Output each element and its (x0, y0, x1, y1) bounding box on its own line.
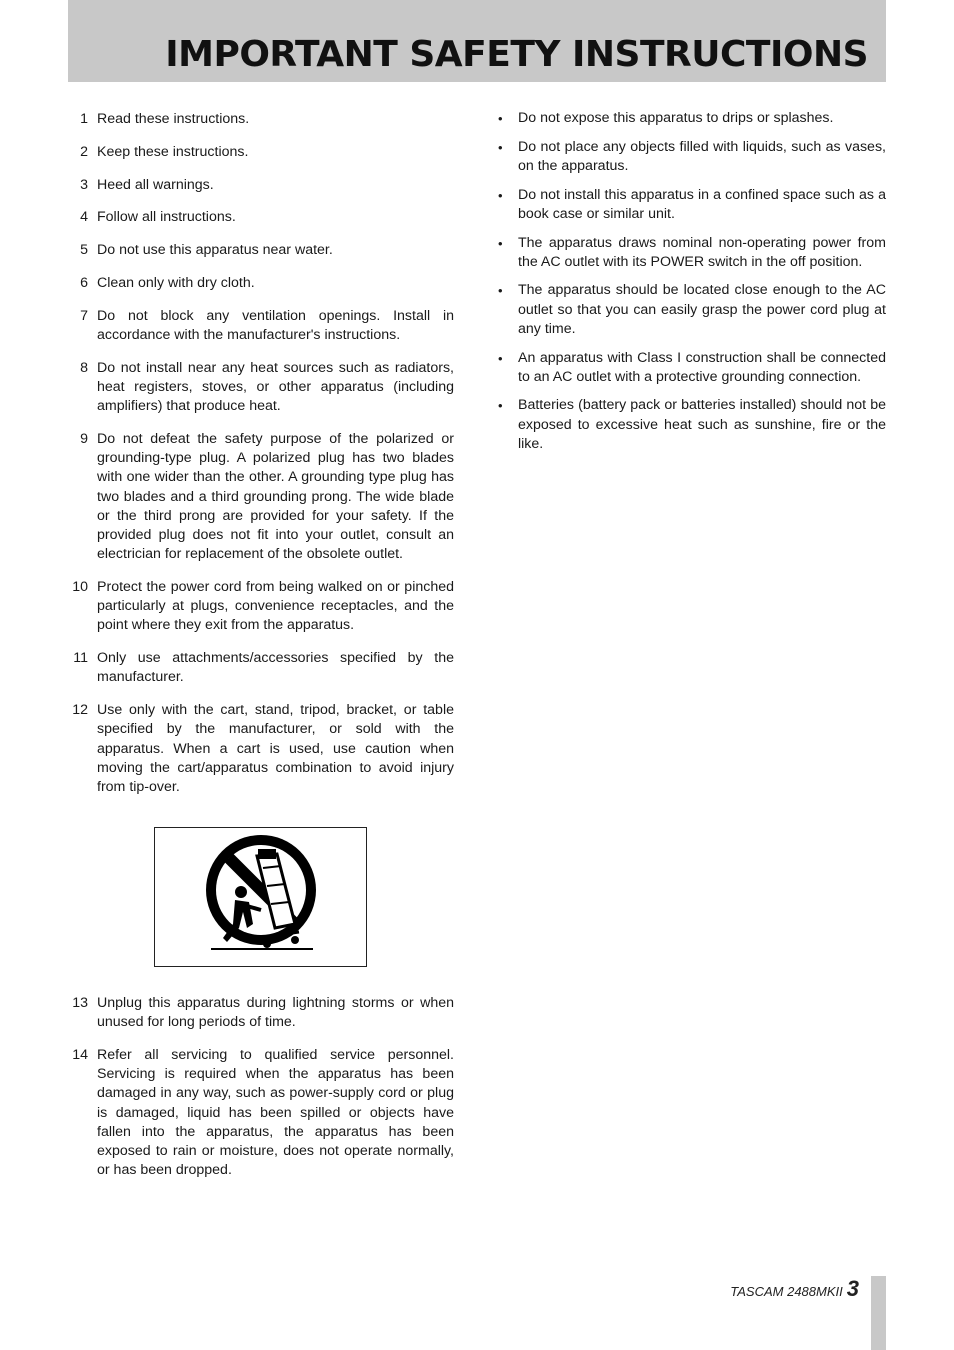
item-number: 5 (80, 242, 88, 259)
bullet-item (498, 234, 886, 272)
footer-brand: TASCAM 2488MKII (730, 1284, 843, 1299)
bullet-marker: • (498, 398, 503, 414)
bullet-item (498, 281, 886, 339)
bullet-item (498, 186, 886, 224)
instruction-item (68, 994, 454, 1032)
item-text: Do not block any ventilation openings. Install in accordance with the manufacturer's instructions. (97, 307, 454, 343)
bullet-marker: • (498, 111, 503, 126)
item-number: 7 (80, 307, 88, 324)
bullet-text: An apparatus with Class I construction shall be connected to an AC outlet with a protective grounding connection. (518, 349, 886, 385)
bullet-item (498, 138, 886, 176)
page-footer (730, 1276, 859, 1302)
item-text: Read these instructions. (97, 111, 250, 127)
bullet-marker: • (498, 283, 503, 299)
page-edge-tab (871, 1276, 886, 1350)
instructions-left-column (68, 110, 454, 797)
item-number: 8 (80, 359, 88, 376)
item-text: Keep these instructions. (97, 143, 249, 160)
item-text: Do not defeat the safety purpose of the polarized or grounding-type plug. A polarized plug has two blades with one wider than the other. A grounding type plug has two blades and a third grounding prong. The wide blade or the third prong are provided for your safety. If the provided plug does not fit into your outlet, consult an electrician for replacement of the obsolete outlet. (97, 430, 454, 563)
instructions-left-column-continued (68, 994, 454, 1180)
bullet-marker: • (498, 235, 503, 251)
instruction-item (68, 578, 454, 636)
item-number: 6 (80, 274, 88, 291)
instruction-item (68, 274, 454, 293)
item-text: Heed all warnings. (97, 176, 214, 193)
instruction-item (68, 176, 454, 195)
page-number: 3 (846, 1276, 859, 1301)
item-text: Do not install near any heat sources such as radiators, heat registers, stoves, or other apparatus (including amplifiers) that produce heat. (97, 359, 454, 415)
item-text: Unplug this apparatus during lightning storms or when unused for long periods of time. (97, 995, 454, 1031)
page-title: IMPORTANT SAFETY INSTRUCTIONS (165, 34, 868, 75)
instruction-item (68, 649, 454, 687)
item-text: Do not use this apparatus near water. (97, 242, 333, 259)
item-text: Clean only with dry cloth. (97, 274, 255, 291)
item-text: Only use attachments/accessories specified by the manufacturer. (97, 650, 454, 686)
cart-warning-figure (154, 827, 367, 967)
instruction-item (68, 701, 454, 797)
instruction-item (68, 143, 454, 162)
item-text: Refer all servicing to qualified service personnel. Servicing is required when the apparatus has been damaged in any way, such as power-supply cord or plug is damaged, liquid has been spilled or objects have fallen into the apparatus, the apparatus has been exposed to rain or moisture, does not operate normally, or has been dropped. (97, 1047, 454, 1179)
instruction-item (68, 110, 454, 129)
item-text: Use only with the cart, stand, tripod, bracket, or table specified by the manufacturer, or sold with the apparatus. When a cart is used, use caution when moving the cart/apparatus combination to avoid injury from tip-over. (97, 702, 454, 796)
instruction-item (68, 430, 454, 564)
bullet-text: Do not place any objects filled with liquids, such as vases, on the apparatus. (518, 138, 886, 174)
bullet-item (498, 349, 886, 387)
bullet-text: Batteries (battery pack or batteries installed) should not be exposed to excessive heat such as sunshine, fire or the like. (518, 397, 886, 452)
item-number: 2 (80, 143, 88, 160)
bullet-item (498, 109, 886, 128)
item-number: 3 (80, 176, 88, 193)
item-number: 13 (72, 995, 88, 1011)
item-number: 10 (72, 579, 88, 595)
instruction-item (68, 241, 454, 260)
header-band (68, 0, 886, 82)
item-number: 14 (72, 1047, 88, 1063)
instruction-item (68, 359, 454, 417)
instruction-item (68, 307, 454, 345)
bullet-text: The apparatus should be located close enough to the AC outlet so that you can easily grasp the power cord plug at any time. (518, 282, 886, 337)
item-number: 12 (72, 702, 88, 719)
instruction-item (68, 208, 454, 227)
item-number: 9 (80, 430, 88, 447)
bullet-marker: • (498, 187, 503, 203)
bullet-marker: • (498, 350, 503, 366)
bullet-text: Do not install this apparatus in a confined space such as a book case or similar unit. (518, 186, 886, 222)
item-text: Protect the power cord from being walked on or pinched particularly at plugs, convenience receptacles, and the point where they exit from the apparatus. (97, 579, 454, 634)
instructions-right-column (498, 109, 886, 454)
bullet-marker: • (498, 139, 503, 155)
bullet-item (498, 396, 886, 454)
instruction-item (68, 1046, 454, 1180)
bullet-text: The apparatus draws nominal non-operating power from the AC outlet with its POWER switch in the off position. (518, 234, 886, 270)
bullet-text: Do not expose this apparatus to drips or splashes. (518, 110, 834, 126)
item-text: Follow all instructions. (97, 209, 236, 226)
cart-tip-over-warning-icon (155, 828, 366, 966)
item-number: 4 (80, 209, 88, 226)
item-number: 11 (73, 650, 88, 667)
item-number: 1 (80, 111, 88, 127)
